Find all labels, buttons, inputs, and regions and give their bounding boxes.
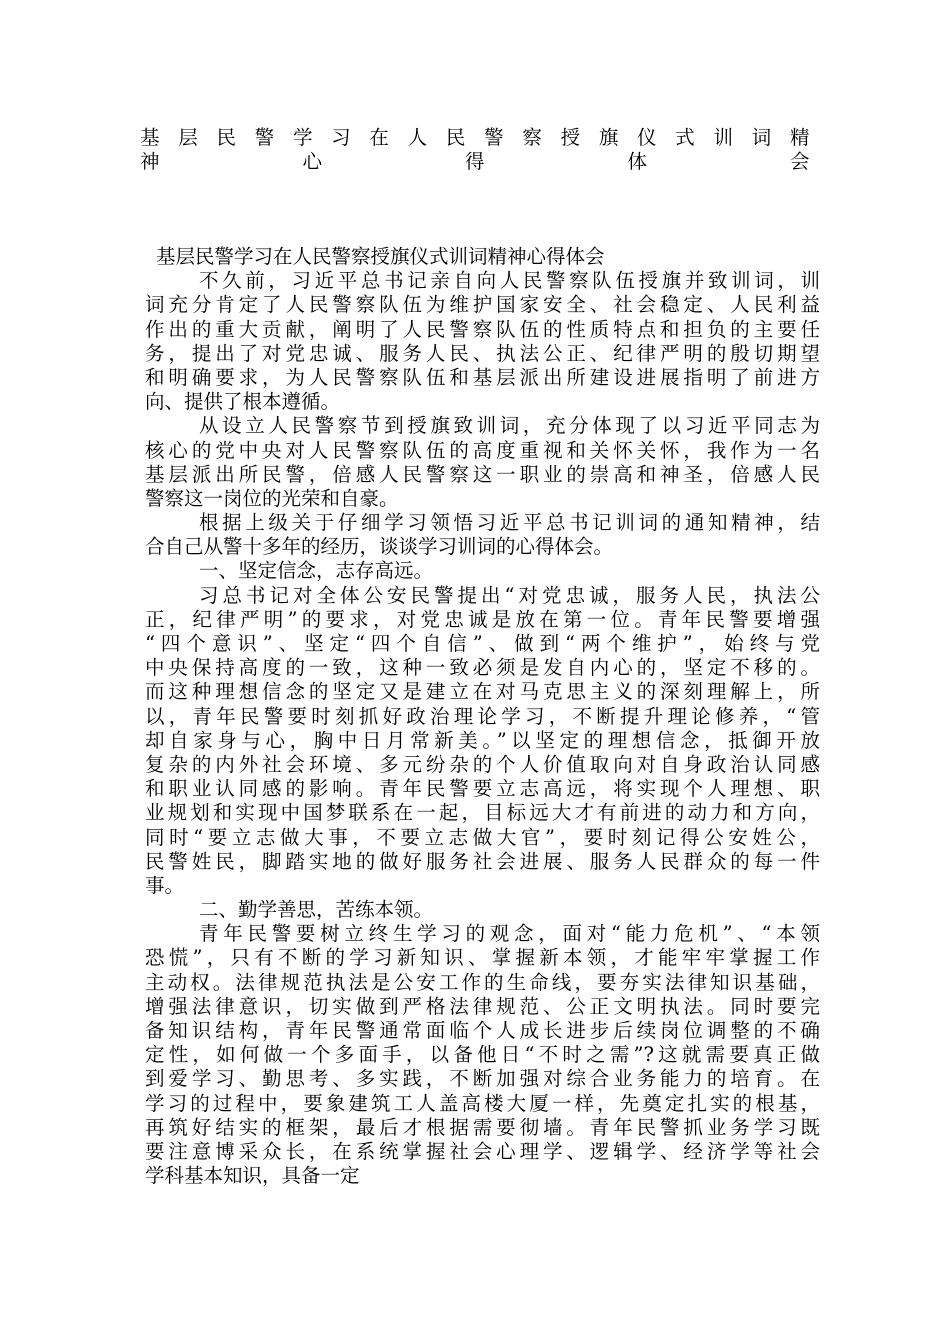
paragraph-line: 恐慌”，只有不断的学习新知识、掌握新本领，才能牢牢掌握工作 [145, 946, 820, 970]
paragraph-line: 备知识结构，青年民警通常面临个人成长进步后续岗位调整的不确 [145, 1019, 820, 1042]
paragraph-line: 词充分肯定了人民警察队伍为维护国家安全、社会稳定、人民利益 [145, 293, 820, 317]
paragraph-line: 基层派出所民警，倍感人民警察这一职业的崇高和神圣，倍感人民 [145, 462, 820, 486]
paragraph-line: 业规划和实现中国梦联系在一起，目标远大才有前进的动力和方向， [145, 801, 820, 825]
document-subtitle: 基层民警学习在人民警察授旗仪式训词精神心得体会 [156, 245, 605, 268]
paragraph-line: 要注意博采众长，在系统掌握社会心理学、逻辑学、经济学等社会 [145, 1139, 820, 1163]
paragraph-line: 学科基本知识，具备一定 [145, 1164, 360, 1188]
paragraph-line: 核心的党中央对人民警察队伍的高度重视和关怀关怀，我作为一名 [145, 438, 820, 462]
paragraph-line: 警察这一岗位的光荣和自豪。 [145, 486, 399, 510]
paragraph-line: 作出的重大贡献，阐明了人民警察队伍的性质特点和担负的主要任 [145, 317, 820, 341]
paragraph-line: 而这种理想信念的坚定又是建立在对马克思主义的深刻理解上，所 [145, 680, 820, 704]
paragraph-line: 增强法律意识，切实做到严格法律规范、公正文明执法。同时要完 [145, 994, 820, 1018]
paragraph-line: 根据上级关于仔细学习领悟习近平总书记训词的通知精神，结 [199, 511, 820, 535]
paragraph-line: 和明确要求，为人民警察队伍和基层派出所建设进展指明了前进方 [145, 365, 820, 389]
paragraph-line: 民警姓民，脚踏实地的做好服务社会进展、服务人民群众的每一件 [145, 849, 820, 873]
title-line: 神心得体会 [140, 150, 810, 174]
document-title [140, 126, 810, 174]
paragraph-line: 以，青年民警要时刻抓好政治理论学习，不断提升理论修养，“管 [145, 704, 820, 728]
document-body [145, 245, 820, 1188]
paragraph-line: 正，纪律严明”的要求，对党忠诚是放在第一位。青年民警要增强 [145, 607, 820, 631]
paragraph-line: 到爱学习、勤思考、多实践，不断加强对综合业务能力的培育。在 [145, 1067, 820, 1091]
paragraph-line: 青年民警要树立终生学习的观念，面对“能力危机”、“本领 [199, 922, 820, 946]
section-heading: 二、勤学善思，苦练本领。 [199, 898, 434, 922]
paragraph-line: 中央保持高度的一致，这种一致必须是发自内心的，坚定不移的。 [145, 656, 820, 680]
paragraph-line: 合自己从警十多年的经历，谈谈学习训词的心得体会。 [145, 535, 614, 559]
paragraph-line: 复杂的内外社会环境、多元纷杂的个人价值取向对自身政治认同感 [145, 752, 820, 776]
paragraph-line: 务，提出了对党忠诚、服务人民、执法公正、纪律严明的殷切期望 [145, 341, 820, 365]
paragraph-line: 向、提供了根本遵循。 [145, 390, 341, 414]
section-heading: 一、坚定信念，志存高远。 [199, 559, 434, 583]
paragraph-line: 却自家身与心，胸中日月常新美。”以坚定的理想信念，抵御开放 [145, 728, 820, 752]
paragraph-line: 不久前，习近平总书记亲自向人民警察队伍授旗并致训词，训 [199, 269, 820, 293]
paragraph-line: 主动权。法律规范执法是公安工作的生命线，要夯实法律知识基础， [145, 970, 820, 994]
paragraph-line: 定性，如何做一个多面手，以备他日“不时之需”?这就需要真正做 [145, 1043, 820, 1067]
paragraph-line: 再筑好结实的框架，最后才根据需要彻墙。青年民警抓业务学习既 [145, 1115, 820, 1139]
paragraph-line: “四个意识”、坚定“四个自信”、做到“两个维护”，始终与党 [145, 632, 820, 655]
paragraph-line: 习总书记对全体公安民警提出“对党忠诚，服务人民，执法公 [199, 583, 820, 607]
paragraph-line: 从设立人民警察节到授旗致训词，充分体现了以习近平同志为 [199, 414, 820, 438]
paragraph-line: 学习的过程中，要象建筑工人盖高楼大厦一样，先奠定扎实的根基， [145, 1091, 820, 1115]
title-line: 基层民警学习在人民警察授旗仪式训词精 [140, 126, 810, 149]
paragraph-line: 同时“要立志做大事，不要立志做大官”，要时刻记得公安姓公， [145, 825, 820, 849]
paragraph-line: 事。 [145, 873, 185, 897]
paragraph-line: 和职业认同感的影响。青年民警要立志高远，将实现个人理想、职 [145, 777, 820, 801]
